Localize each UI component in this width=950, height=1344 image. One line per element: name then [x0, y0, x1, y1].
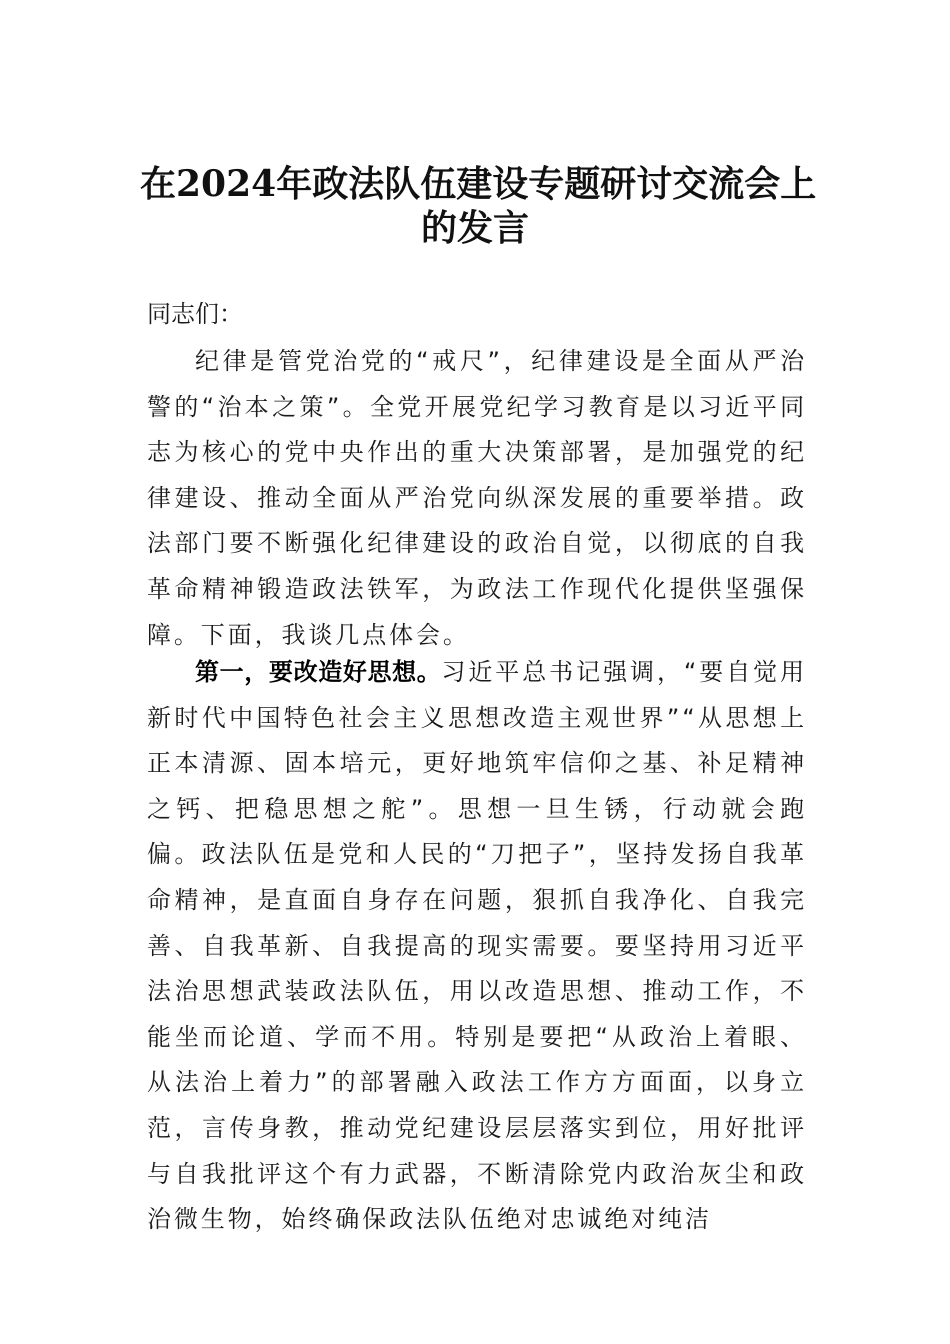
paragraph-intro: 纪律是管党治党的“戒尺”，纪律建设是全面从严治警的“治本之策”。全党开展党纪学习教育是以习近平同志为核心的党中央作出的重大决策部署，是加强党的纪律建设、推动全面从严治党向纵深发展的重要举措。政法部门要不断强化纪律建设的政治自觉，以彻底的自我革命精神锻造政法铁军，为政法工作现代化提供坚强保障。下面，我谈几点体会。 — [147, 347, 807, 649]
document-title-line-2: 的发言 — [420, 207, 529, 249]
paragraph-body-text: 习近平总书记强调，“要自觉用新时代中国特色社会主义思想改造主观世界”“从思想上正本清源、固本培元，更好地筑牢信仰之基、补足精神之钙、把稳思想之舵”。思想一旦生锈，行动就会跑偏。政法队伍是党和人民的“刀把子”，坚持发扬自我革命精神，是直面自身存在问题，狠抓自我净化、自我完善、自我革新、自我提高的现实需要。要坚持用习近平法治思想武装政法队伍，用以改造思想、推动工作，不能坐而论道、学而不用。特别是要把“从政治上着眼、从法治上着力”的部署融入政法工作方方面面，以身立范，言传身教，推动党纪建设层层落实到位，用好批评与自我批评这个有力武器，不断清除党内政治灰尘和政治微生物，始终确保政法队伍绝对忠诚绝对纯洁 — [147, 658, 807, 1234]
salutation: 同志们： — [147, 300, 243, 328]
paragraph-first-point — [147, 650, 807, 1243]
document-title-line-1: 在2024年政法队伍建设专题研讨交流会上 — [140, 163, 817, 205]
paragraph-lead-heading: 第一，要改造好思想。 — [195, 658, 442, 686]
